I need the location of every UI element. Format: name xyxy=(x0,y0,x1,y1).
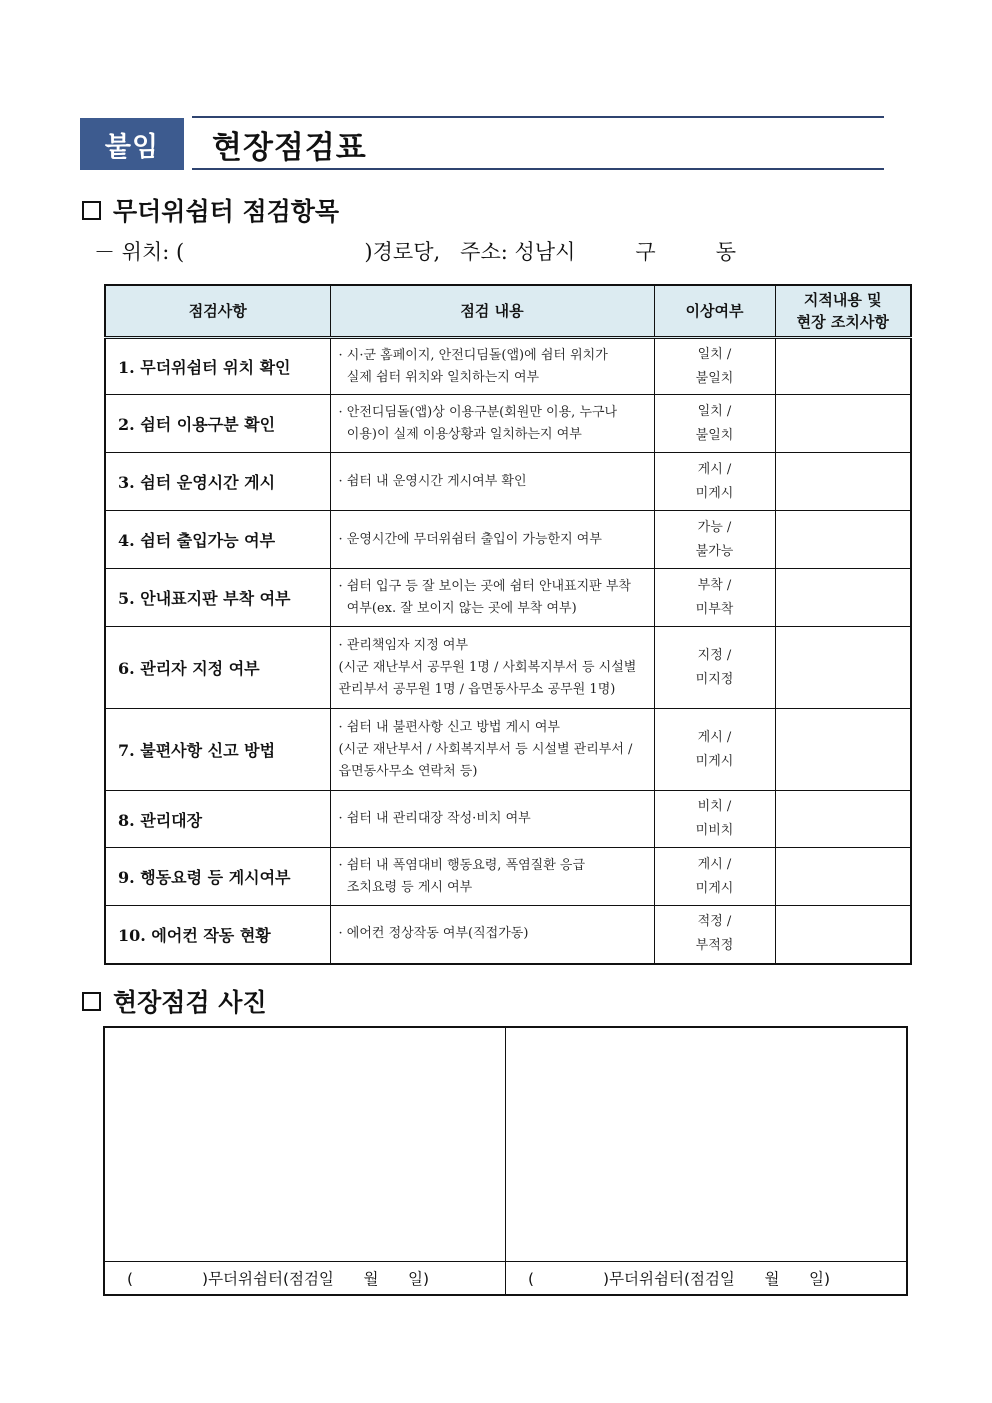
row-note-field[interactable] xyxy=(775,848,911,906)
table-row xyxy=(105,627,911,709)
row-status-option: 불일치 xyxy=(695,427,734,443)
table-row xyxy=(105,906,911,964)
row-content xyxy=(330,338,654,395)
row-status-option: 불일치 xyxy=(695,370,734,386)
row-note-field[interactable] xyxy=(775,709,911,791)
row-item: 6. 관리자 지정 여부 xyxy=(105,627,330,709)
photo-caption-left: ( )무더위쉼터(점검일 월 일) xyxy=(104,1262,506,1296)
row-note-field[interactable] xyxy=(775,791,911,848)
row-note-field[interactable] xyxy=(775,906,911,964)
row-content xyxy=(330,395,654,453)
row-content-line: 조치요령 등 게시 여부 xyxy=(338,879,473,895)
row-item: 3. 쉼터 운영시간 게시 xyxy=(105,453,330,511)
row-status-option: 미게시 xyxy=(695,880,734,896)
row-content-line: · 쉼터 내 폭염대비 행동요령, 폭염질환 응급 xyxy=(338,857,586,873)
photo-table xyxy=(103,1026,908,1296)
row-content-line: · 쉼터 입구 등 잘 보이는 곳에 쉼터 안내표지판 부착 xyxy=(338,578,631,594)
header-item: 점검사항 xyxy=(105,285,330,338)
row-status-option: 적정 / xyxy=(697,914,732,930)
row-content xyxy=(330,709,654,791)
row-content xyxy=(330,791,654,848)
table-header-row xyxy=(105,285,911,338)
row-content-line: 읍면동사무소 연락처 등) xyxy=(338,763,478,779)
row-status-option: 미게시 xyxy=(695,753,734,769)
row-status xyxy=(654,709,775,791)
row-status xyxy=(654,906,775,964)
row-content-line: · 안전디딤돌(앱)상 이용구분(회원만 이용, 누구나 xyxy=(338,404,618,420)
row-content-line: 관리부서 공무원 1명 / 읍면동사무소 공무원 1명) xyxy=(338,681,616,697)
row-status-option: 미게시 xyxy=(695,485,734,501)
section-title: 무더위쉼터 점검항목 xyxy=(113,197,340,226)
row-content-line: · 시·군 홈페이지, 안전디딤돌(앱)에 쉼터 위치가 xyxy=(338,347,608,363)
checkbox-icon xyxy=(82,992,101,1011)
row-content-line: · 쉼터 내 운영시간 게시여부 확인 xyxy=(338,473,527,489)
location-line: － 위치: ( )경로당, 주소: 성남시 구 동 xyxy=(94,240,737,264)
header-note-line: 현장 조치사항 xyxy=(796,313,889,331)
header-status: 이상여부 xyxy=(654,285,775,338)
row-status xyxy=(654,511,775,569)
row-content xyxy=(330,453,654,511)
row-content-line: (시군 재난부서 공무원 1명 / 사회복지부서 등 시설별 xyxy=(338,659,637,675)
row-status-option: 게시 / xyxy=(697,856,732,872)
row-content xyxy=(330,569,654,627)
table-row xyxy=(105,848,911,906)
row-item: 2. 쉼터 이용구분 확인 xyxy=(105,395,330,453)
row-content-line: 여부(ex. 잘 보이지 않는 곳에 부착 여부) xyxy=(338,600,577,616)
row-status-option: 부적정 xyxy=(695,938,734,954)
row-status xyxy=(654,453,775,511)
row-status-option: 게시 / xyxy=(697,461,732,477)
checkbox-icon xyxy=(82,201,101,220)
row-content-line: 이용)이 실제 이용상황과 일치하는지 여부 xyxy=(338,426,582,442)
row-status xyxy=(654,627,775,709)
inspection-table xyxy=(104,284,912,965)
row-status-option: 가능 / xyxy=(697,519,732,535)
row-item: 7. 불편사항 신고 방법 xyxy=(105,709,330,791)
row-item: 4. 쉼터 출입가능 여부 xyxy=(105,511,330,569)
row-content-line: · 에어컨 정상작동 여부(직접가동) xyxy=(338,926,529,942)
table-row xyxy=(105,453,911,511)
row-status-option: 비치 / xyxy=(697,799,732,814)
row-note-field[interactable] xyxy=(775,569,911,627)
row-status-option: 지정 / xyxy=(697,647,732,663)
row-status xyxy=(654,569,775,627)
row-status-option: 미지정 xyxy=(695,671,734,687)
header-note-line: 지적내용 및 xyxy=(803,291,882,309)
row-content-line: 실제 쉼터 위치와 일치하는지 여부 xyxy=(338,369,540,385)
row-note-field[interactable] xyxy=(775,511,911,569)
row-status-option: 불가능 xyxy=(695,543,734,559)
row-status xyxy=(654,791,775,848)
row-content xyxy=(330,627,654,709)
row-note-field[interactable] xyxy=(775,627,911,709)
table-row xyxy=(105,791,911,848)
row-status-option: 일치 / xyxy=(697,403,732,419)
row-content-line: · 쉼터 내 불편사항 신고 방법 게시 여부 xyxy=(338,719,560,735)
photo-slot-right[interactable] xyxy=(506,1027,908,1262)
row-content-line: (시군 재난부서 / 사회복지부서 등 시설별 관리부서 / xyxy=(338,741,633,757)
row-content-line: · 운영시간에 무더위쉼터 출입이 가능한지 여부 xyxy=(338,531,602,547)
row-status xyxy=(654,395,775,453)
row-content-line: · 쉼터 내 관리대장 작성·비치 여부 xyxy=(338,811,531,826)
row-status xyxy=(654,338,775,395)
row-item: 8. 관리대장 xyxy=(105,791,330,848)
title-rule-bottom xyxy=(192,168,884,170)
attachment-badge: 붙임 xyxy=(80,118,184,170)
row-status-option: 게시 / xyxy=(697,729,732,745)
table-row xyxy=(105,709,911,791)
row-content xyxy=(330,906,654,964)
row-content-line: · 관리책임자 지정 여부 xyxy=(338,637,469,653)
header-content: 점검 내용 xyxy=(330,285,654,338)
row-item: 1. 무더위쉼터 위치 확인 xyxy=(105,338,330,395)
header-note xyxy=(775,285,911,338)
title-rule-top xyxy=(192,116,884,118)
table-row xyxy=(105,395,911,453)
row-note-field[interactable] xyxy=(775,395,911,453)
table-row xyxy=(105,511,911,569)
table-row xyxy=(105,569,911,627)
row-status-option: 부착 / xyxy=(697,577,732,593)
row-content xyxy=(330,848,654,906)
row-note-field[interactable] xyxy=(775,453,911,511)
table-row xyxy=(105,338,911,395)
photo-caption-right: ( )무더위쉼터(점검일 월 일) xyxy=(506,1262,908,1296)
section-title: 현장점검 사진 xyxy=(113,988,267,1017)
row-status xyxy=(654,848,775,906)
row-item: 10. 에어컨 작동 현황 xyxy=(105,906,330,964)
page-title: 현장점검표 xyxy=(212,130,367,166)
row-note-field[interactable] xyxy=(775,338,911,395)
photo-slot-left[interactable] xyxy=(104,1027,506,1262)
row-item: 5. 안내표지판 부착 여부 xyxy=(105,569,330,627)
section-inspection-items xyxy=(82,192,339,228)
row-item: 9. 행동요령 등 게시여부 xyxy=(105,848,330,906)
row-status-option: 미부착 xyxy=(695,601,734,617)
row-content xyxy=(330,511,654,569)
section-photos xyxy=(82,983,267,1019)
row-status-option: 미비치 xyxy=(695,823,734,838)
row-status-option: 일치 / xyxy=(697,346,732,362)
